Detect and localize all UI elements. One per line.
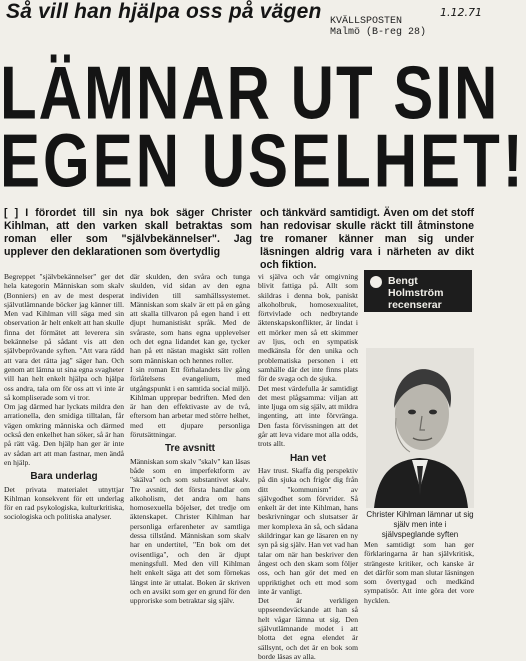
byline-dot-icon bbox=[370, 276, 382, 288]
headline-line-2: EGEN USELHET! bbox=[0, 119, 526, 203]
body-column-3 bbox=[258, 272, 358, 661]
headline-line-1: LÄMNAR UT SIN bbox=[0, 51, 500, 135]
body-paragraph: Det mest värdefulla är samtidigt det mest plågsamma: viljan att inte ljuga om sig själv, att mildra ingenting, att inte förvränga. Den fasta förvissningen att det går att leva vidare mot alla odds, trots allt. bbox=[258, 383, 358, 449]
body-paragraph: Om jag därmed har lyckats mildra den arrationella, den smidiga tilltalan, får vägen omkring människa och därmed också den enkelhet han söker, så är han på rätt väg. Den hjälp han ger är inte av sådan art att man fastnar, men ändå en hjälp. bbox=[4, 402, 124, 467]
clip-stamp bbox=[330, 16, 426, 38]
subhead-han-vet: Han vet bbox=[289, 452, 327, 464]
subhead-tre-avsnitt: Tre avsnitt bbox=[164, 443, 216, 455]
clip-date: 1.12.71 bbox=[440, 6, 482, 19]
body-paragraph: där skulden, den svåra och tunga skulden, vid sidan av den egna individen till samhällssystemet. Människan som skalv är ett på en gång att skalla tillvaron på egen hand i ett djupt humanistiskt språk. Med de svåraste, som hans egna upplevelser och det egna lidandet kan ge, tycker han på ett nästan magiskt sätt rollen som människan och hennes roller. bbox=[130, 272, 250, 365]
reviewer-byline bbox=[364, 270, 472, 312]
subhead-bara-underlag: Bara underlag bbox=[30, 471, 98, 483]
body-column-1 bbox=[4, 272, 124, 595]
body-column-4: Men samtidigt som han ger förklaringarna är han självkritisk, strängeste kritiker, och kanske är det därför som man slutar läsningen som övertygad och medkänd sympatisör. Att inte göra det vore hycklen. bbox=[364, 540, 474, 605]
body-paragraph: Människan som skalv "skalv" kan läsas både som en imperfektform av "skälva" och som substantivet skalv. Tre avsnitt, det första handlar om alkoholism, det andra om hans homosexuella böjelser, det tredje om äktenskapet. Christer Kihlman har personliga erfarenheter av samtliga dessa tillstånd. Människan som skalv har en undertitel, "En bok om det ovisentliga", och den är djupt meningsfull. Med den vill Kihlman helt enkelt säga att det som förnekas längst inte är uttalat. Boken är skriven och en avsikt som ger en grund för den upproriske som betraktar sig själv. bbox=[130, 456, 250, 606]
clip-edition: Malmö (B-reg 28) bbox=[330, 27, 427, 38]
reviewer-name: Bengt Holmström bbox=[388, 275, 444, 299]
body-paragraph: vi själva och vår omgivning blivit fattiga på. Allt som skildras i denna bok, paniskt alkoholbruk, homosexualitet, förtvivlade och nedbrytande äktenskapskonflikter, är lindat i ett mörker men så ett skimmer av ljus, och en sympatisk medkänsla för den unika och problematiska personen i ett samhälle där det inte finns plats för de svaga och de sjuka. bbox=[258, 272, 358, 384]
kicker: Så vill han hjälpa oss på vägen bbox=[6, 0, 322, 23]
ingress-col-1: [ ] I förordet till sin nya bok säger Christer Kihlman, att den varken skall betraktas som roman eller som "självbekännelser". Jag upplever den deklarationen som övertydlig bbox=[4, 207, 252, 258]
author-portrait-photo bbox=[366, 348, 474, 508]
body-column-2 bbox=[130, 272, 250, 606]
ingress-col-2: och tänkvärd samtidigt. Även om det stoff han redovisar skulle räckt till åtminstone tre romaner känner man sig under läsningen aldrig vara i närheten av dikt och fiktion. bbox=[260, 207, 474, 271]
body-paragraph: Begreppet "självbekännelser" ger det hela kategorin Människan som skalv (Bonniers) en av de mest desperat självutlämnande böcker jag känner till. Men vad Kihlman vill säga med sin observation är helt enkelt att han skulle finna det förmätet att leverera sin bekännelse på sådant vis att den självbeprövande syften. "Att vara rädd att vara det rätta jag" säger han. Och genom att lämna ut sina egna svagheter vill han helt enkelt hjälpa och hjälpa oss andra, tala om för oss att vi inte är så kompliserade som vi tror. bbox=[4, 272, 124, 402]
photo-caption: Christer Kihlman lämnar ut sig själv men inte i självspeglande syften bbox=[366, 510, 474, 539]
reviewer-role: recenserar bbox=[388, 299, 442, 311]
body-paragraph: I sin roman Ett förhalandets liv gång förlåtelsens evangelium, med utgångspunkt i en samtida social miljö. Kihlman upprepar bedriften. Med den är han den effektivaste av de två, eftersom han arbetar med större helhet, med ett djupare personliga förutsättningar. bbox=[130, 364, 250, 440]
body-paragraph: Hav trust. Skaffa dig perspektiv på din sjuka och frigör dig från ditt "kommunism" av självgodhet som förvrider. Så enkelt är det inte Kihlman, hans beskrivningar och slutsatser är mer komplexa än så, och sådana skildringar kan ge läsaren en ny syn på sig själv. Han vet vad han talar om när han beskriver den ångest och den skam som följer oss, och han gör det med en uppriktighet och ett mod som inte är vanligt. bbox=[258, 465, 358, 596]
clip-paper: KVÄLLSPOSTEN bbox=[330, 16, 403, 27]
portrait-icon bbox=[366, 348, 474, 508]
body-paragraph: Det privata materialet utnyttjar Kihlman konsekvent för ett underlag för en rad psykologiska, kulturkritiska, sociologiska och politiska analyser. bbox=[4, 484, 124, 522]
body-paragraph: Det är verkligen uppseendeväckande att han så helt vågar lämna ut sig. Den självutlämnande modet i att blotta det egna elendet är sällsynt, och det är en bok som borde läsas av alla. bbox=[258, 596, 358, 661]
ingress bbox=[4, 207, 474, 272]
